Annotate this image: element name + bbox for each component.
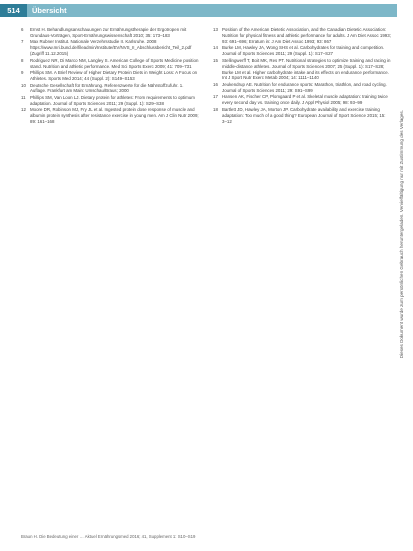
reference-number: 15 [213, 57, 218, 63]
reference-text: Phillips SM. A Brief Review of Higher Dietary Protein Diets in Weight Loss: A Focus on Athletes. Sports Med 2014; 44 (Suppl. 2): S149–S153 [30, 70, 198, 82]
reference-text: Jeukendrup AE. Nutrition for endurance sports: Marathon, triathlon, and road cycling. Journal of Sports Sciences 2011; 29: S91–S99 [222, 81, 387, 93]
reference-item [21, 95, 199, 107]
reference-item [21, 39, 199, 57]
reference-text: Ernst H. Behandlungsanschauungen zur Ernährungstherapie der Ergotropen mit Grundaus-Vorträgen, Sport-Ernährungswissenschaft 2010; 35: 173–183 [30, 27, 187, 38]
page-number: 514 [0, 4, 27, 17]
reference-text: Burke LM, Hawley JA, Wong SHS et al. Carbohydrates for training and competition. Journal of Sports Sciences 2011; 29 (Suppl. 1): S17–S27 [222, 45, 385, 57]
reference-item [21, 70, 199, 82]
reference-number: 7 [21, 39, 24, 45]
section-title: Übersicht [27, 4, 397, 17]
reference-text: Stellingwerff T, Boit MK, Res PT. Nutritional strategies to optimize training and racing in middle-distance athletes. Journal of Sports Sciences 2007; 25 (Suppl. 1): S17–S28; Burke LM et al. Higher carbohydrate intake and its effects on endurance performance. Int J Sport Nutr Exerc Metab 2004; 14: 1111–1140 [222, 57, 391, 81]
reference-number: 18 [213, 106, 218, 112]
reference-item [213, 94, 391, 106]
reference-number: 13 [213, 27, 218, 32]
reference-number: 14 [213, 45, 218, 51]
references-column-left [21, 27, 199, 126]
reference-number: 12 [21, 107, 26, 113]
reference-text: Phillips SM, Van Loon LJ. Dietary protein for athletes: From requirements to optimum adaptation. Journal of Sports Sciences 2011; 29 (Suppl. 1): S29–S38 [30, 94, 195, 106]
reference-number: 6 [21, 27, 24, 32]
reference-item [21, 107, 199, 125]
copyright-side-note [397, 110, 405, 470]
reference-text: Position of the American Dietetic Association, and the Canadian Dietetic Association: Nutrition for physical fitness and athletic performance for adults. J Am Diet Assoc 1993; 93: 691–696; Erratum in: J Am Diet Assoc 1993; 93: 867 [222, 27, 391, 44]
page-footer: Braun H. Die Bedeutung einer … Aktuel Ernährungsmed 2016; 41, Supplement 1: S10–S19 [21, 534, 196, 539]
reference-text: Rodriguez NR, Di Marco NM, Langley S. American College of Sports Medicine position stand. Nutrition and athletic performance. Med Sci Sports Exerc 2009; 41: 709–731 [30, 57, 199, 69]
reference-number: 9 [21, 70, 24, 76]
reference-item [21, 83, 199, 95]
side-note-text: Dieses Dokument wurde zum persönlichen Gebrauch heruntergeladen. Vervielfältigung nur mit Zustimmung des Verlages. [399, 110, 404, 359]
reference-number: 10 [21, 82, 26, 88]
reference-item [213, 58, 391, 82]
reference-item [213, 107, 391, 125]
reference-item [213, 82, 391, 94]
reference-item [213, 45, 391, 57]
reference-text: Bartlett JD, Hawley JA, Morton JP. Carbohydrate availability and exercise training adaptation: Too much of a good thing? European Journal of Sport Science 2015; 15: 3–12 [222, 106, 386, 124]
reference-item [213, 27, 391, 45]
reference-item [21, 58, 199, 70]
references-column-right [213, 27, 391, 125]
reference-item [21, 27, 199, 39]
reference-number: 8 [21, 57, 24, 63]
reference-text: Max Rubner Institut. Nationale Verzehrsstudie II. Karlsruhe. 2008 https://www.mri.bund.de/fileadmin/Institute/EV/NVS_II_Abschlussbericht_Teil_2.pdf (Zugriff 11.12.2015) [30, 39, 192, 57]
reference-number: 17 [213, 94, 218, 100]
reference-text: Hansen AK, Fischer CP, Plomgaard P et al. Skeletal muscle adaptation: training twice every second day vs. training once daily. J Appl Physiol 2005; 98: 93–99 [222, 94, 388, 106]
reference-text: Moore DR, Robinson MJ, Fry JL et al. Ingested protein dose response of muscle and albumin protein synthesis after resistance exercise in young men. Am J Clin Nutr 2009; 89: 161–168 [30, 107, 199, 125]
page-header [0, 4, 413, 17]
reference-number: 11 [21, 94, 26, 100]
reference-number: 16 [213, 81, 218, 87]
reference-text: Deutsche Gesellschaft für Ernährung. Referenzwerte für die Nährstoffzufuhr. 1. Auflage. Frankfurt am Main: Umschau/Braus; 2000 [30, 82, 184, 94]
